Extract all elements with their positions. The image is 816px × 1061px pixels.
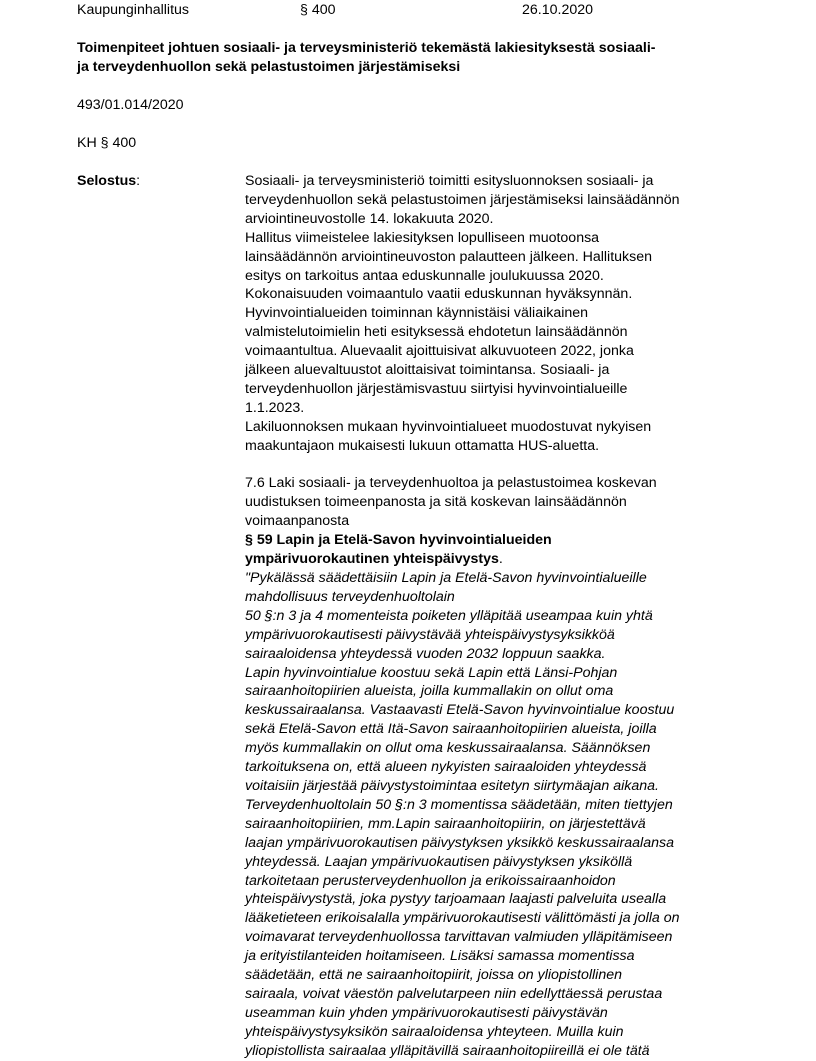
quote-line: yhteispäivystystä, joka pystyy tarjoamaan laajasti palveluita usealla <box>245 891 667 908</box>
chapter-line: voimaanpanosta <box>245 513 350 530</box>
quote-line: Terveydenhuoltolain 50 §:n 3 momentissa säädetään, miten tiettyjen <box>245 796 673 813</box>
intro-line: Kokonaisuuden voimaantulo vaatii eduskunnan hyväksynnän. <box>245 286 633 303</box>
quote-line: sekä Etelä-Savon että Itä-Savon sairaanhoitopiirien alueista, joilla <box>245 721 657 738</box>
header-organization: Kaupunginhallitus <box>77 2 190 18</box>
intro-line: arviointineuvostolle 14. lokakuuta 2020. <box>245 210 494 227</box>
reference-number: 493/01.014/2020 <box>77 97 184 113</box>
intro-line: maakuntajaon mukaisesti lukuun ottamatta HUS-aluetta. <box>245 437 600 454</box>
document-header <box>77 1 737 20</box>
intro-line: terveydenhuollon sekä pelastustoimen järjestämiseksi lainsäädännön <box>245 191 680 208</box>
intro-line: jälkeen aluevaltuustot aloittaisivat toimintansa. Sosiaali- ja <box>245 362 610 379</box>
intro-line: esitys on tarkoitus antaa eduskunnalle joulukuussa 2020. <box>245 267 604 284</box>
paragraph-heading-line-last <box>245 550 745 569</box>
body-column <box>245 172 745 1061</box>
quote-line: myös kummallakin on ollut oma keskussairaalansa. Säännöksen <box>245 740 651 757</box>
quote-line: 50 §:n 3 ja 4 momenteista poiketen ylläpitää useampaa kuin yhtä <box>245 607 653 624</box>
quote-line: säädetään, että ne sairaanhoitopiirit, joissa on yliopistollinen <box>245 967 622 984</box>
kh-reference: KH § 400 <box>77 135 137 151</box>
title-line: Toimenpiteet johtuen sosiaali- ja terveysministeriö tekemästä lakiesityksestä sosiaali- <box>77 40 656 56</box>
quote-line: Lapin hyvinvointialue koostuu sekä Lapin että Länsi-Pohjan <box>245 664 618 681</box>
chapter-line: 7.6 Laki sosiaali- ja terveydenhuoltoa ja pelastustoimea koskevan <box>245 475 657 492</box>
quote-line: ympärivuorokautisesti päivystävää yhteispäivystysyksikköä <box>245 626 615 643</box>
quote-line: voitaisiin järjestää päivystystoimintaa esitetyn siirtymäajan aikana. <box>245 777 659 794</box>
quote-line: yliopistollista sairaalaa ylläpitävillä sairaanhoitopiireillä ei ole tätä <box>245 1042 650 1059</box>
document-title <box>77 39 739 77</box>
quote-line: tarkoitetaan perusterveydenhuollon ja erikoissairaanhoidon <box>245 872 616 889</box>
intro-paragraph <box>245 172 745 456</box>
quoted-rationale <box>245 569 745 1061</box>
section-label <box>77 172 140 191</box>
intro-line: Hyvinvointialueiden toiminnan käynnistäisi väliaikainen <box>245 305 589 322</box>
intro-line: valmistelutoimielin heti esityksessä ehdotetun lainsäädännön <box>245 324 628 341</box>
quote-line: sairaaloidensa yhteydessä vuoden 2032 loppuun saakka. <box>245 645 606 662</box>
section-label-colon: : <box>136 173 141 189</box>
intro-line: terveydenhuollon järjestämisvastuu siirtyisi hyvinvointialueille <box>245 380 628 397</box>
paragraph-heading-period: . <box>498 551 503 568</box>
title-line: ja terveydenhuollon sekä pelastustoimen järjestämiseksi <box>77 59 461 75</box>
paragraph-heading-text: ympärivuorokautinen yhteispäivystys <box>245 551 499 568</box>
quote-line: useamman kuin yhden ympärivuorokautisesti päivystävän <box>245 1004 608 1021</box>
intro-line: Hallitus viimeistelee lakiesityksen lopulliseen muotoonsa <box>245 229 600 246</box>
paragraph-heading-line: § 59 Lapin ja Etelä-Savon hyvinvointialueiden <box>245 532 552 549</box>
quote-line: ja erityistilanteiden hoitamiseen. Lisäksi samassa momentissa <box>245 948 635 965</box>
quote-line: keskussairaalansa. Vastaavasti Etelä-Savon hyvinvointialue koostuu <box>245 702 675 719</box>
quote-line: yhteydessä. Laajan ympärivuokautisen päivystyksen yksiköllä <box>245 853 633 870</box>
chapter-line: uudistuksen toimeenpanosta ja sitä koskevan lainsäädännön <box>245 494 627 511</box>
intro-line: Sosiaali- ja terveysministeriö toimitti esitysluonnoksen sosiaali- ja <box>245 173 654 189</box>
quote-line: voimavarat terveydenhuollossa tarvittavan valmiuden ylläpitämiseen <box>245 929 673 946</box>
quote-line: lääketieteen erikoisalalla ympärivuorokautisesti välittömästi ja jolla on <box>245 910 680 927</box>
intro-line: 1.1.2023. <box>245 399 305 416</box>
header-date: 26.10.2020 <box>522 2 594 18</box>
quote-line: yhteispäivystysyksikön sairaaloidensa yhteyteen. Muilla kuin <box>245 1023 624 1040</box>
intro-line: voimaantultua. Aluevaalit ajoittuisivat alkuvuoteen 2022, jonka <box>245 343 634 360</box>
chapter-heading <box>245 474 745 531</box>
quote-line: sairaanhoitopiirien alueista, joilla kummallakin on ollut oma <box>245 683 614 700</box>
section-label-text: Selostus <box>77 173 137 189</box>
quote-line: mahdollisuus terveydenhuoltolain <box>245 588 455 605</box>
header-section-number: § 400 <box>300 2 336 18</box>
intro-line: Lakiluonnoksen mukaan hyvinvointialueet muodostuvat nykyisen <box>245 418 652 435</box>
quote-line: sairaala, voivat väestön palvelutarpeen niin edellyttäessä perustaa <box>245 985 663 1002</box>
quote-line: sairaanhoitopiirien, mm.Lapin sairaanhoitopiirin, on järjestettävä <box>245 815 646 832</box>
quote-line: "Pykälässä säädettäisiin Lapin ja Etelä-Savon hyvinvointialueille <box>245 570 647 587</box>
paragraph-heading <box>245 531 745 569</box>
quote-line: tarkoituksena on, että alueen nykyisten sairaaloiden yhteydessä <box>245 759 647 776</box>
paragraph-spacer <box>245 456 745 475</box>
quote-line: laajan ympärivuorokautisen päivystyksen yksikkö keskussairaalansa <box>245 834 674 851</box>
intro-line: lainsäädännön arviointineuvoston palautteen jälkeen. Hallituksen <box>245 248 652 265</box>
